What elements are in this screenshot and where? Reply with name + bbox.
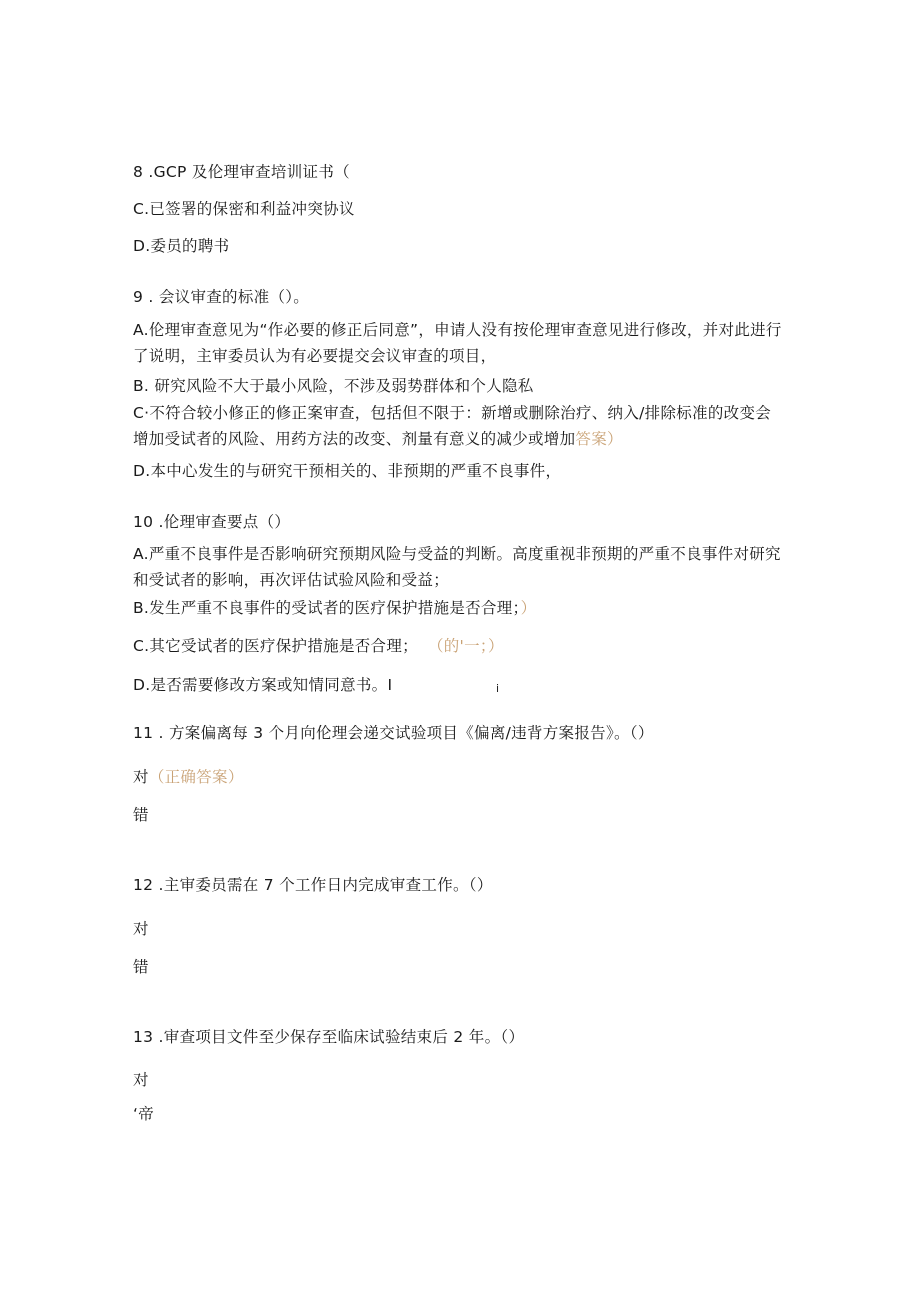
q10-option-d bbox=[133, 675, 392, 695]
q8-option-d: D.委员的聘书 bbox=[133, 237, 230, 255]
q9-option-c-text: C·不符合较小修正的修正案审查，包括但不限于：新增或删除治疗、纳入/排除标准的改变会增加受试者的风险、用药方法的改变、剂量有意义的减少或增加 bbox=[133, 404, 772, 448]
q11-correct-answer-mark: （正确答案） bbox=[148, 768, 244, 786]
q10-option-b-answer-mark: ） bbox=[520, 599, 537, 617]
q9-option-b: B. 研究风险不大于最小风险，不涉及弱势群体和个人隐私 bbox=[133, 377, 534, 395]
q10-option-b-text: B.发生严重不良事件的受试者的医疗保护措施是否合理； bbox=[133, 599, 521, 617]
q12-option-false: 错 bbox=[133, 958, 149, 976]
q11-true-label: 对 bbox=[133, 768, 149, 786]
q8-stem: 8 .GCP 及伦理审查培训证书（ bbox=[133, 163, 350, 181]
q12-stem: 12 .主审委员需在 7 个工作日内完成审查工作。（） bbox=[133, 876, 493, 894]
q10-option-a: A.严重不良事件是否影响研究预期风险与受益的判断。高度重视非预期的严重不良事件对研究和受试者的影响，再次评估试验风险和受益； bbox=[133, 545, 781, 589]
q10-option-c-answer-mark: （的'一；） bbox=[427, 637, 504, 655]
q9-option-a: A.伦理审查意见为“作必要的修正后同意”，申请人没有按伦理审查意见进行修改，并对此进行了说明，主审委员认为有必要提交会议审查的项目， bbox=[133, 321, 782, 365]
q11-option-false: 错 bbox=[133, 806, 149, 824]
q9-option-c-answer-mark: 答案） bbox=[575, 430, 623, 448]
q11-stem: 11 . 方案偏离每 3 个月向伦理会递交试验项目《偏离/违背方案报告》。（） bbox=[133, 724, 654, 742]
q9-option-c bbox=[133, 400, 783, 452]
q13-stem: 13 .审查项目文件至少保存至临床试验结束后 2 年。（） bbox=[133, 1028, 525, 1046]
q10-stray-mark: i bbox=[496, 682, 500, 695]
q12-option-true: 对 bbox=[133, 920, 149, 938]
q10-stem: 10 .伦理审查要点（） bbox=[133, 513, 291, 531]
q10-option-c-text: C.其它受试者的医疗保护措施是否合理； bbox=[133, 637, 418, 655]
q9-option-d: D.本中心发生的与研究干预相关的、非预期的严重不良事件， bbox=[133, 462, 562, 480]
q10-option-c bbox=[133, 636, 504, 656]
q9-stem: 9 . 会议审查的标准（）。 bbox=[133, 288, 310, 306]
q13-option-true: 对 bbox=[133, 1071, 149, 1089]
q10-option-b bbox=[133, 598, 536, 618]
q13-option-false: ‘帝 bbox=[133, 1105, 155, 1123]
q10-option-d-text: D.是否需要修改方案或知情同意书。I bbox=[133, 676, 393, 694]
q8-option-c: C.已签署的保密和利益冲突协议 bbox=[133, 200, 355, 218]
q11-option-true bbox=[133, 767, 244, 787]
